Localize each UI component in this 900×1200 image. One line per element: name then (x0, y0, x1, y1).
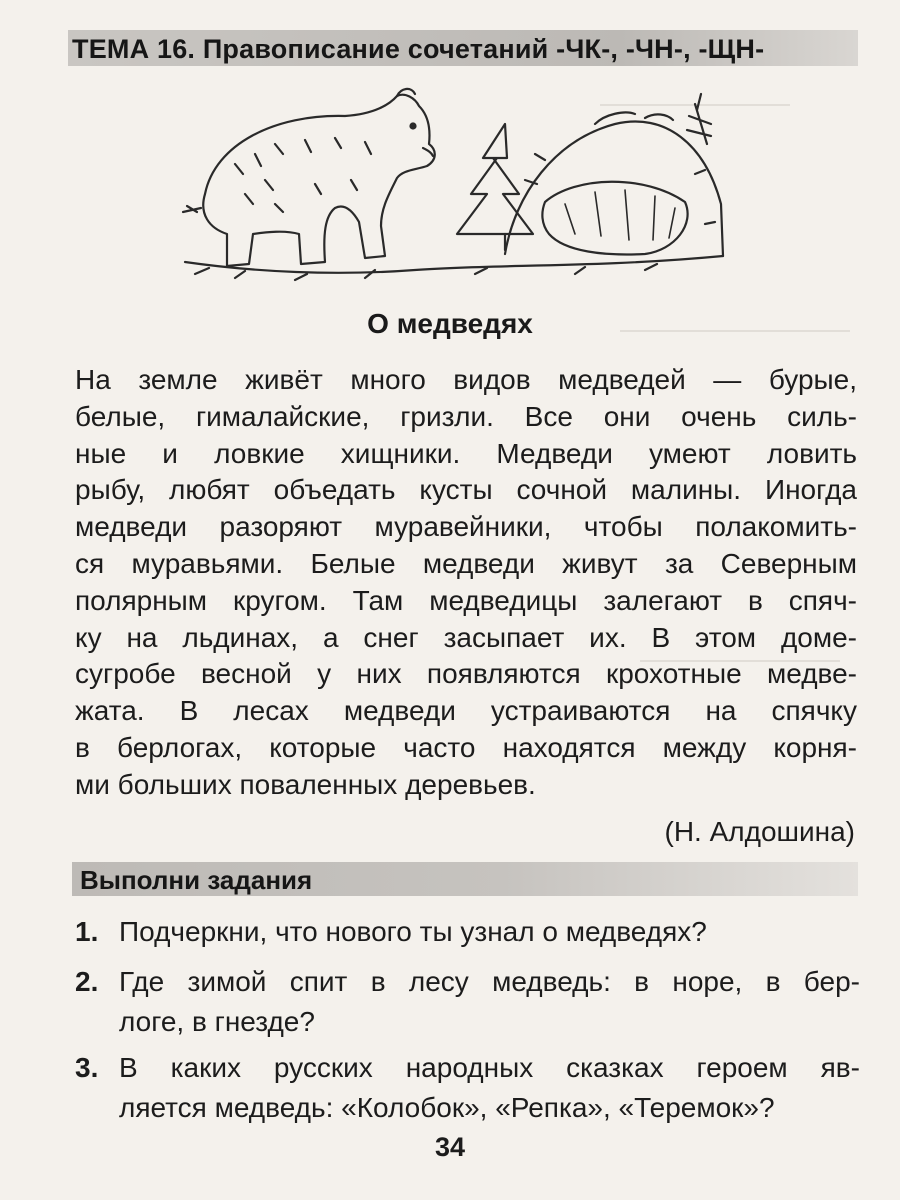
task-item (75, 912, 860, 952)
story-line: ми больших поваленных деревьев. (75, 768, 536, 800)
task-line: Где зимой спит в лесу медведь: в норе, в бер- (119, 966, 860, 997)
page-number: 34 (434, 1132, 466, 1162)
task-number: 3. (75, 1052, 99, 1083)
story-line: На земле живёт много видов медведей — бурые, (75, 364, 857, 395)
task-text (119, 962, 860, 1042)
story-line: ные и ловкие хищники. Медведи умеют ловить (75, 437, 857, 469)
task-line: ляется медведь: «Колобок», «Репка», «Теремок»? (119, 1092, 775, 1123)
story-line: ку на льдинах, а снег засыпает их. В этом доме- (75, 621, 857, 653)
story-line: медведи разоряют муравейники, чтобы полакомить- (75, 511, 857, 543)
story-line: жата. В лесах медведи устраиваются на спячку (75, 695, 857, 727)
topic-title: ТЕМА 16. Правописание сочетаний -ЧК-, -ЧН-, -ЩН- (72, 34, 765, 64)
story-title: О медведях (367, 308, 533, 339)
task-line: Подчеркни, что нового ты узнал о медведях? (119, 916, 707, 947)
story-line: в берлогах, которые часто находятся между корня- (75, 731, 857, 763)
task-item (75, 962, 860, 1042)
task-line: В каких русских народных сказках героем яв- (119, 1052, 860, 1083)
task-number: 1. (75, 916, 99, 947)
story-line: сугробе весной у них появляются крохотные медве- (75, 658, 857, 690)
story-line: полярным кругом. Там медведицы залегают в спяч- (75, 584, 857, 616)
task-item (75, 1048, 860, 1128)
story-line: рыбу, любят объедать кусты сочной малины. Иногда (75, 474, 857, 506)
story-author: (Н. Алдошина) (664, 816, 855, 847)
task-text (119, 1048, 860, 1128)
story-line: ся муравьями. Белые медведи живут за Северным (75, 547, 857, 579)
bear-by-den-illustration (175, 84, 730, 294)
tasks-title: Выполни задания (80, 865, 313, 895)
story-line: белые, гималайские, гризли. Все они очень силь- (75, 400, 857, 432)
story-body (75, 362, 857, 804)
task-number: 2. (75, 966, 99, 997)
task-text (119, 912, 860, 952)
task-line: логе, в гнезде? (119, 1006, 315, 1037)
